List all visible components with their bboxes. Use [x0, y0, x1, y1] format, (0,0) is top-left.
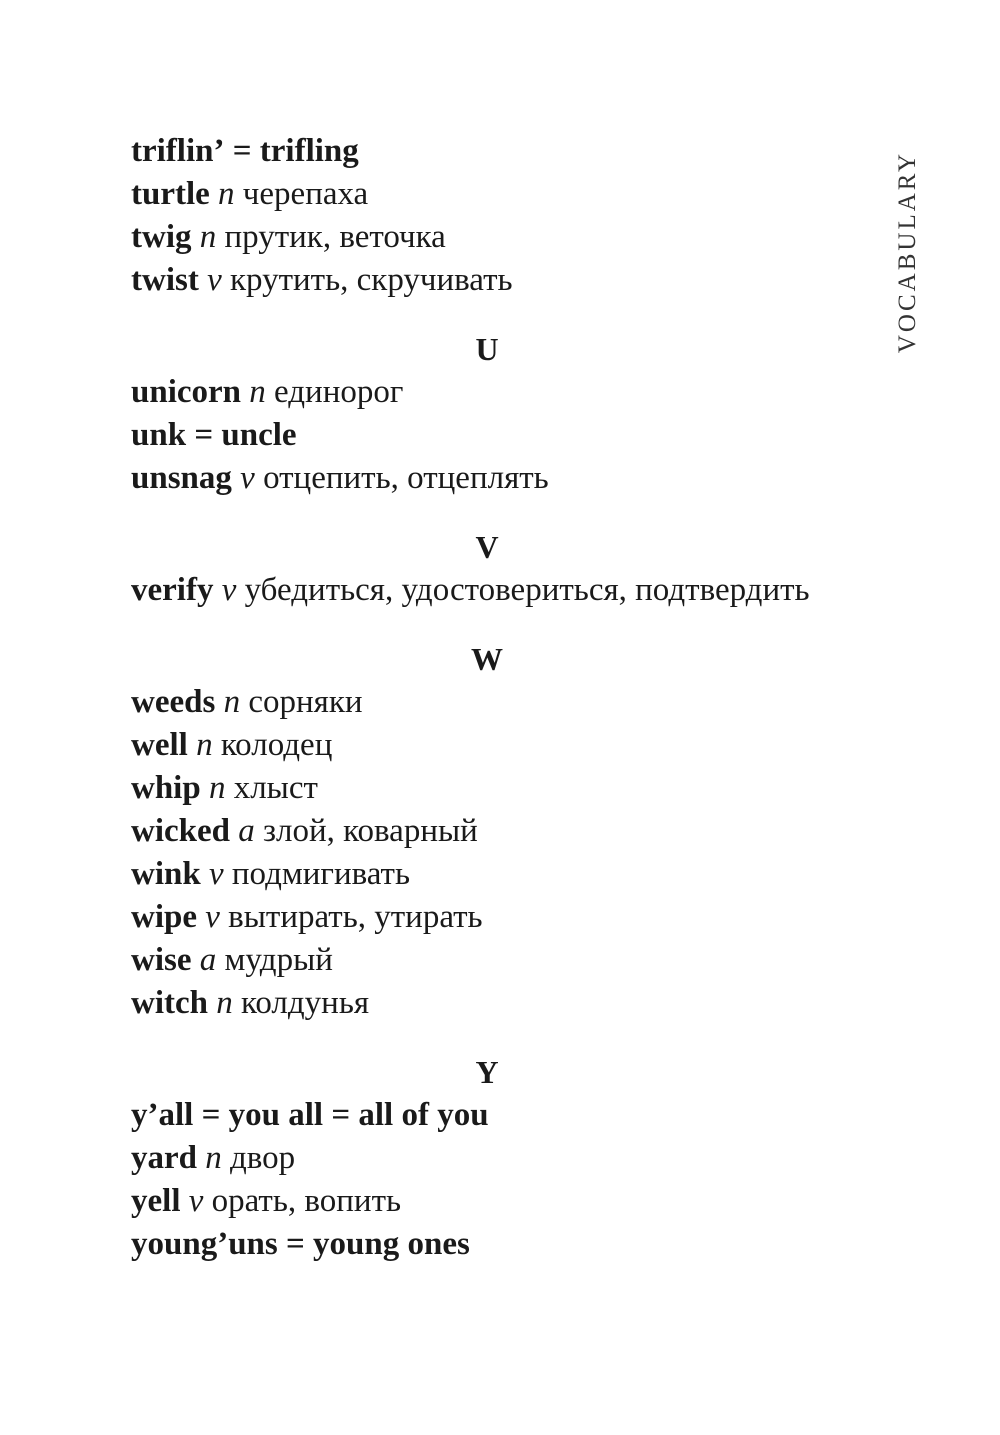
translation: колдунья — [241, 985, 370, 1021]
headword: wink — [131, 856, 201, 892]
section-spacer — [131, 302, 891, 328]
headword: unk — [131, 417, 187, 453]
vocab-entry — [131, 259, 891, 302]
equivalent-form: = uncle — [194, 417, 297, 453]
vocab-section — [131, 612, 891, 1025]
part-of-speech: v — [205, 899, 220, 935]
running-header-vocabulary: VOCABULARY — [894, 150, 921, 354]
vocab-entry — [131, 810, 891, 853]
section-spacer — [131, 612, 891, 638]
part-of-speech: n — [218, 176, 235, 212]
vocab-section — [131, 500, 891, 612]
part-of-speech: n — [208, 770, 226, 806]
translation: орать, вопить — [211, 1183, 402, 1219]
part-of-speech: n — [205, 1140, 222, 1176]
vocab-entry — [131, 414, 891, 457]
part-of-speech: v — [208, 856, 224, 892]
headword: wise — [131, 942, 192, 978]
vocab-entry — [131, 371, 891, 414]
translation: черепаха — [242, 176, 369, 212]
section-letter-heading: U — [475, 331, 499, 367]
part-of-speech: a — [199, 942, 217, 978]
headword: y’all — [131, 1097, 194, 1133]
headword: wicked — [131, 813, 230, 849]
part-of-speech: n — [249, 374, 266, 410]
translation: прутик, веточка — [224, 219, 446, 255]
section-letter-heading: Y — [475, 1054, 499, 1090]
translation: убедиться, удостовериться, подтвердить — [244, 572, 810, 608]
headword: twig — [131, 219, 192, 255]
headword: yell — [131, 1183, 181, 1219]
vocab-entry — [131, 173, 891, 216]
headword: witch — [131, 985, 208, 1021]
headword: well — [131, 727, 188, 763]
vocab-entry — [131, 1137, 891, 1180]
part-of-speech: n — [216, 985, 233, 1021]
translation: двор — [230, 1140, 296, 1176]
vocab-section — [131, 302, 891, 500]
vocab-entry — [131, 896, 891, 939]
vocab-entry — [131, 939, 891, 982]
section-spacer — [131, 1025, 891, 1051]
headword: triflin’ — [131, 133, 225, 169]
translation: вытирать, утирать — [228, 899, 483, 935]
headword: verify — [131, 572, 214, 608]
headword: weeds — [131, 684, 216, 720]
vocab-entry — [131, 724, 891, 767]
part-of-speech: v — [207, 262, 222, 298]
translation: крутить, скручивать — [229, 262, 513, 298]
headword: turtle — [131, 176, 210, 212]
translation: сорняки — [248, 684, 363, 720]
vocab-entry — [131, 216, 891, 259]
part-of-speech: v — [240, 460, 255, 496]
part-of-speech: v — [221, 572, 237, 608]
part-of-speech: a — [238, 813, 255, 849]
vocab-section — [131, 1025, 891, 1266]
vocabulary-list — [131, 130, 891, 1266]
equivalent-form: = young ones — [286, 1226, 470, 1262]
section-spacer — [131, 500, 891, 526]
headword: twist — [131, 262, 199, 298]
equivalent-form: = trifling — [232, 133, 359, 169]
vocab-entry — [131, 569, 891, 612]
headword: whip — [131, 770, 201, 806]
headword: yard — [131, 1140, 197, 1176]
vocab-entry — [131, 1094, 891, 1137]
equivalent-form: = you all = all of you — [201, 1097, 489, 1133]
translation: хлыст — [233, 770, 318, 806]
headword: unsnag — [131, 460, 232, 496]
vocab-entry — [131, 982, 891, 1025]
vocab-entry — [131, 767, 891, 810]
translation: отцепить, отцеплять — [263, 460, 549, 496]
part-of-speech: v — [188, 1183, 204, 1219]
headword: unicorn — [131, 374, 242, 410]
translation: мудрый — [224, 942, 333, 978]
section-letter-heading: V — [475, 529, 499, 565]
vocab-entry — [131, 1180, 891, 1223]
vocab-entry — [131, 853, 891, 896]
part-of-speech: n — [199, 219, 217, 255]
section-letter-heading: W — [471, 641, 503, 677]
part-of-speech: n — [223, 684, 241, 720]
vocab-entry — [131, 681, 891, 724]
vocab-entry — [131, 1223, 891, 1266]
translation: злой, коварный — [263, 813, 478, 849]
headword: young’uns — [131, 1226, 278, 1262]
vocab-entry — [131, 457, 891, 500]
translation: колодец — [220, 727, 333, 763]
vocab-section — [131, 130, 891, 302]
part-of-speech: n — [196, 727, 213, 763]
translation: подмигивать — [231, 856, 411, 892]
translation: единорог — [274, 374, 404, 410]
vocab-entry — [131, 130, 891, 173]
headword: wipe — [131, 899, 197, 935]
